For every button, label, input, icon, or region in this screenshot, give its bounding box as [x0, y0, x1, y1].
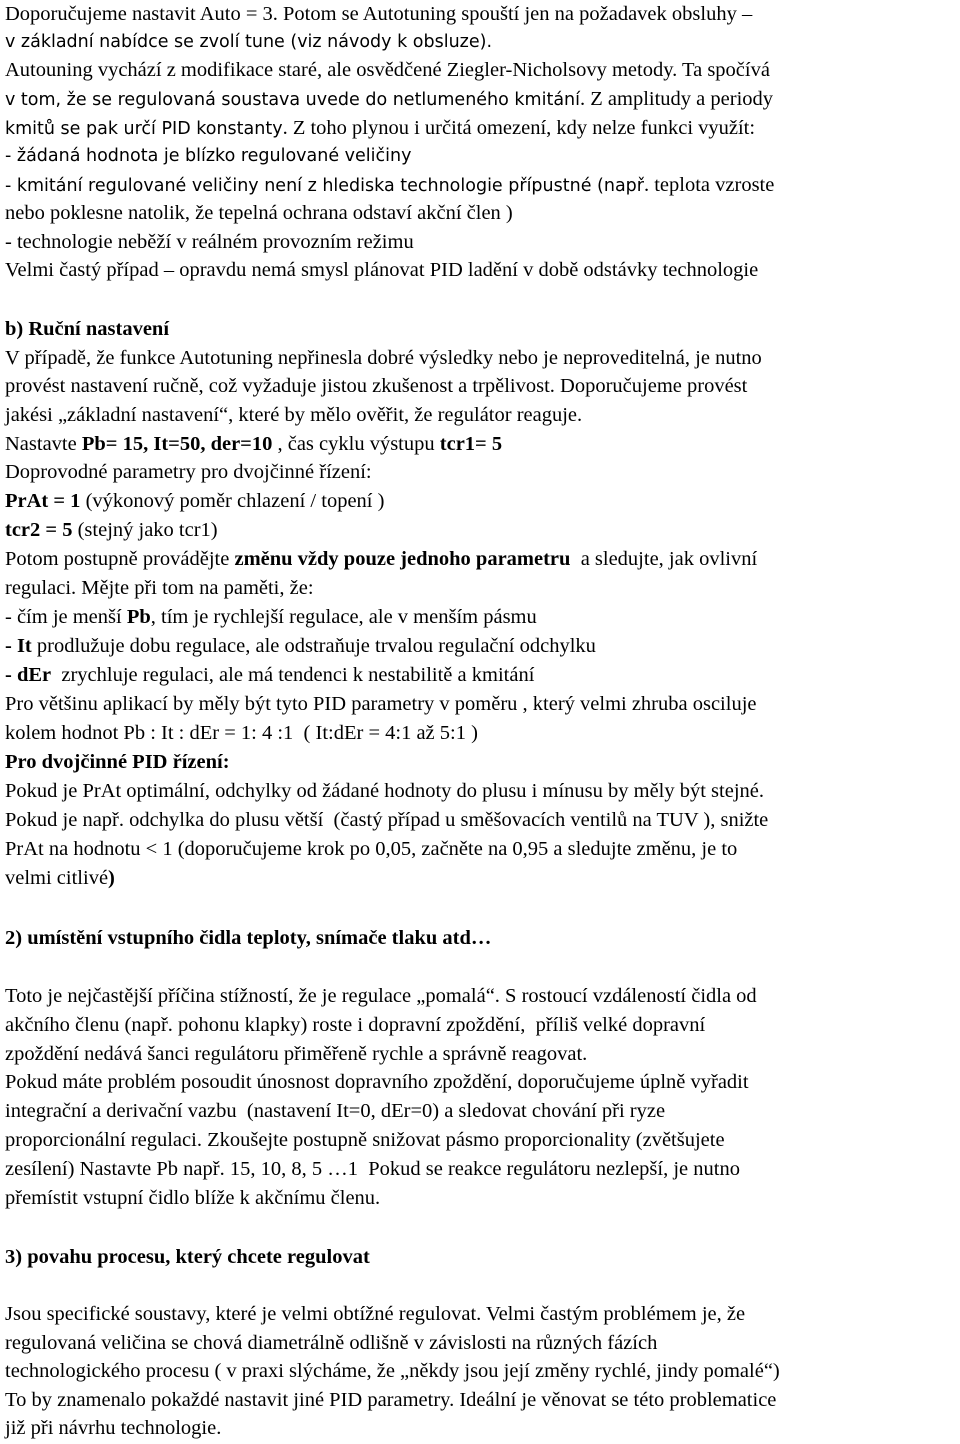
text-line: [5, 344, 762, 373]
text-line: [5, 85, 773, 114]
text-line: [5, 545, 757, 574]
text-run: Jsou specifické soustavy, které je velmi obtížné regulovat. Velmi častým problémem je, že: [5, 1303, 746, 1325]
text-run: Pro většinu aplikací by měly být tyto PID parametry v poměru , který velmi zhruba osciluje: [5, 693, 757, 715]
text-line: [5, 1155, 740, 1184]
text-line: [5, 1011, 705, 1040]
text-run: v tom, že se regulovaná soustava uvede do netlumeného kmitání: [5, 90, 581, 110]
text-line: [5, 142, 411, 171]
text-line: [5, 430, 502, 459]
text-run: integrační a derivační vazbu (nastavení It=0, dEr=0) a sledovat chování při ryze: [5, 1100, 666, 1122]
text-line: [5, 690, 757, 719]
text-run: 3) povahu procesu, který chcete regulovat: [5, 1246, 370, 1268]
text-run: Autouning vychází z modifikace staré, ale osvědčené Ziegler-Nicholsovy metody. Ta spočívá: [5, 59, 770, 81]
text-line: [5, 574, 314, 603]
text-run: (stejný jako tcr1): [72, 519, 218, 541]
text-run: velmi citlivé: [5, 867, 109, 889]
text-run: . Z amplitudy a periody: [580, 88, 774, 110]
text-run: zpoždění nedává šanci regulátoru přiměřeně rychle a správně reagovat.: [5, 1043, 588, 1065]
text-run: , tím je rychlejší regulace, ale v menším pásmu: [150, 606, 537, 628]
text-run: . teplota vzroste: [643, 174, 775, 196]
text-line: [5, 1097, 665, 1126]
text-line: [5, 1300, 745, 1329]
text-run: zesílení) Nastavte Pb např. 15, 10, 8, 5 …1 Pokud se reakce regulátoru nezlepší, je nutno: [5, 1158, 740, 1180]
text-run: Pb= 15, It=50, der=10: [81, 433, 273, 455]
text-run: v základní nabídce se zvolí tune (viz návody k obsluze).: [5, 32, 493, 52]
text-run: 2) umístění vstupního čidla teploty, snímače tlaku atd…: [5, 927, 492, 949]
text-line: [5, 864, 115, 893]
text-run: PrAt na hodnotu < 1 (doporučujeme krok po 0,05, začněte na 0,95 a sledujte změnu, je to: [5, 838, 738, 860]
text-run: - žádaná hodnota je blízko regulované veličiny: [5, 146, 412, 166]
text-run: Velmi častý případ – opravdu nemá smysl plánovat PID ladění v době odstávky technologie: [5, 259, 759, 281]
text-line: [5, 1329, 657, 1358]
text-line: [5, 458, 372, 487]
text-run: - kmitání regulované veličiny není z hlediska technologie přípustné (např: [5, 176, 644, 196]
text-run: Doprovodné parametry pro dvojčinné řízení:: [5, 461, 372, 483]
text-line: [5, 487, 384, 516]
text-run: změnu vždy pouze jednoho parametru: [234, 548, 571, 570]
text-line: [5, 1386, 776, 1415]
text-run: PrAt = 1: [5, 490, 81, 512]
text-run: , čas cyklu výstupu: [272, 433, 440, 455]
text-line: [5, 114, 755, 143]
text-run: Toto je nejčastější příčina stížností, že je regulace „pomalá“. S rostoucí vzdáleností čidla od: [5, 985, 757, 1007]
text-line: [5, 1357, 780, 1386]
text-run: Doporučujeme nastavit Auto = 3. Potom se Autotuning spouští jen na požadavek obsluhy –: [5, 3, 753, 25]
text-run: V případě, že funkce Autotuning nepřinesla dobré výsledky nebo je neproveditelná, je nutno: [5, 347, 762, 369]
text-run: zrychluje regulaci, ale má tendenci k nestabilitě a kmitání: [51, 664, 535, 686]
text-line: [5, 806, 768, 835]
text-line: [5, 516, 218, 545]
text-line: [5, 401, 582, 430]
text-run: tcr2 = 5: [5, 519, 73, 541]
text-run: již při návrhu technologie.: [5, 1417, 222, 1439]
text-line: [5, 0, 752, 29]
text-run: (výkonový poměr chlazení / topení ): [80, 490, 385, 512]
text-run: . Z toho plynou i určitá omezení, kdy nelze funkci využít:: [282, 117, 756, 139]
subsection-heading: [5, 748, 230, 777]
text-run: - čím je menší: [5, 606, 127, 628]
text-run: Pokud máte problém posoudit únosnost dopravního zpoždění, doporučujeme úplně vyřadit: [5, 1071, 749, 1093]
text-run: prodlužuje dobu regulace, ale odstraňuje trvalou regulační odchylku: [31, 635, 596, 657]
text-line: [5, 982, 757, 1011]
text-run: regulaci. Mějte při tom na paměti, že:: [5, 577, 314, 599]
text-run: Pro dvojčinné PID řízení:: [5, 751, 230, 773]
text-run: Pb: [126, 606, 151, 628]
text-run: Pokud je např. odchylka do plusu větší (častý případ u směšovacích ventilů na TUV ), snižte: [5, 809, 769, 831]
text-line: [5, 228, 414, 257]
text-line: [5, 603, 537, 632]
text-line: [5, 256, 758, 285]
text-line: [5, 199, 513, 228]
text-line: [5, 1040, 587, 1069]
text-run: Pokud je PrAt optimální, odchylky od žádané hodnoty do plusu i mínusu by měly být stejné.: [5, 780, 765, 802]
section-heading: [5, 315, 169, 344]
text-line: [5, 28, 492, 57]
text-line: [5, 777, 764, 806]
text-run: b) Ruční nastavení: [5, 318, 170, 340]
text-line: [5, 1414, 221, 1443]
section-heading: [5, 924, 491, 953]
text-run: Nastavte: [5, 433, 82, 455]
text-line: [5, 661, 534, 690]
text-run: technologického procesu ( v praxi slýcháme, že „někdy jsou její změny rychlé, jindy pomalé“): [5, 1360, 780, 1382]
text-run: To by znamenalo pokaždé nastavit jiné PID parametry. Ideální je věnovat se této problematice: [5, 1389, 777, 1411]
text-run: přemístit vstupní čidlo blíže k akčnímu členu.: [5, 1187, 381, 1209]
text-run: provést nastavení ručně, což vyžaduje jistou zkušenost a trpělivost. Doporučujeme provést: [5, 375, 748, 397]
text-line: [5, 719, 478, 748]
text-run: - dEr: [5, 664, 52, 686]
text-run: ): [108, 867, 115, 889]
text-line: [5, 1068, 749, 1097]
text-run: tcr1= 5: [439, 433, 503, 455]
section-heading: [5, 1243, 370, 1272]
text-run: kmitů se pak určí PID konstanty: [5, 119, 283, 139]
text-run: akčního členu (např. pohonu klapky) roste i dopravní zpoždění, příliš velké dopravní: [5, 1014, 706, 1036]
text-run: a sledujte, jak ovlivní: [570, 548, 758, 570]
text-line: [5, 1184, 380, 1213]
text-run: regulovaná veličina se chová diametrálně odlišně v závislosti na různých fázích: [5, 1332, 658, 1354]
text-line: [5, 1126, 725, 1155]
text-line: [5, 372, 747, 401]
text-run: - It: [5, 635, 32, 657]
text-run: - technologie neběží v reálném provozním režimu: [5, 231, 414, 253]
text-run: kolem hodnot Pb : It : dEr = 1: 4 :1 ( It:dEr = 4:1 až 5:1 ): [5, 722, 478, 744]
text-line: [5, 835, 737, 864]
text-line: [5, 632, 596, 661]
text-line: [5, 171, 774, 200]
text-run: jakési „základní nastavení“, které by mělo ověřit, že regulátor reaguje.: [5, 404, 583, 426]
text-run: Potom postupně provádějte: [5, 548, 235, 570]
text-line: [5, 56, 770, 85]
text-run: proporcionální regulaci. Zkoušejte postupně snižovat pásmo proporcionality (zvětšujete: [5, 1129, 725, 1151]
text-run: nebo poklesne natolik, že tepelná ochrana odstaví akční člen ): [5, 202, 513, 224]
